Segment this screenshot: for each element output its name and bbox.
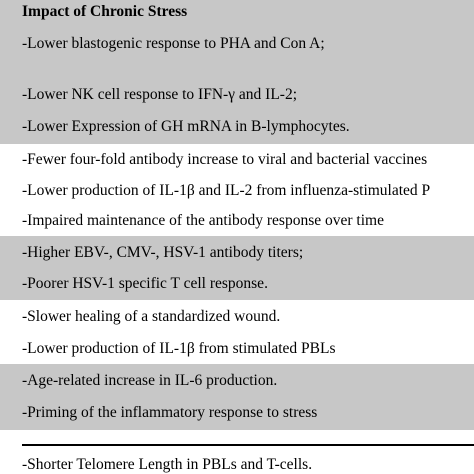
table-row: -Poorer HSV-1 specific T cell response. bbox=[0, 269, 474, 300]
table-row: -Higher EBV-, CMV-, HSV-1 antibody titers; bbox=[0, 236, 474, 269]
table-row: -Slower healing of a standardized wound. bbox=[22, 308, 281, 325]
table-row: -Lower Expression of GH mRNA in B-lymphocytes. bbox=[0, 112, 474, 144]
table-row: -Age-related increase in IL-6 production. bbox=[0, 364, 474, 397]
table-row: -Priming of the inflammatory response to stress bbox=[0, 397, 474, 430]
table-row: -Impaired maintenance of the antibody response over time bbox=[22, 212, 384, 229]
table-row: -Lower NK cell response to IFN-γ and IL-2; bbox=[0, 78, 474, 112]
table-row: -Shorter Telomere Length in PBLs and T-cells. bbox=[22, 456, 313, 473]
table-header: Impact of Chronic Stress bbox=[0, 0, 474, 26]
table-divider-rule bbox=[22, 444, 474, 446]
table-row: -Lower blastogenic response to PHA and Con A; bbox=[0, 26, 474, 78]
table-row: -Lower production of IL-1β and IL-2 from influenza-stimulated P bbox=[22, 182, 431, 199]
table-row: -Lower production of IL-1β from stimulated PBLs bbox=[22, 340, 336, 357]
table-row: -Fewer four-fold antibody increase to viral and bacterial vaccines bbox=[22, 151, 428, 168]
